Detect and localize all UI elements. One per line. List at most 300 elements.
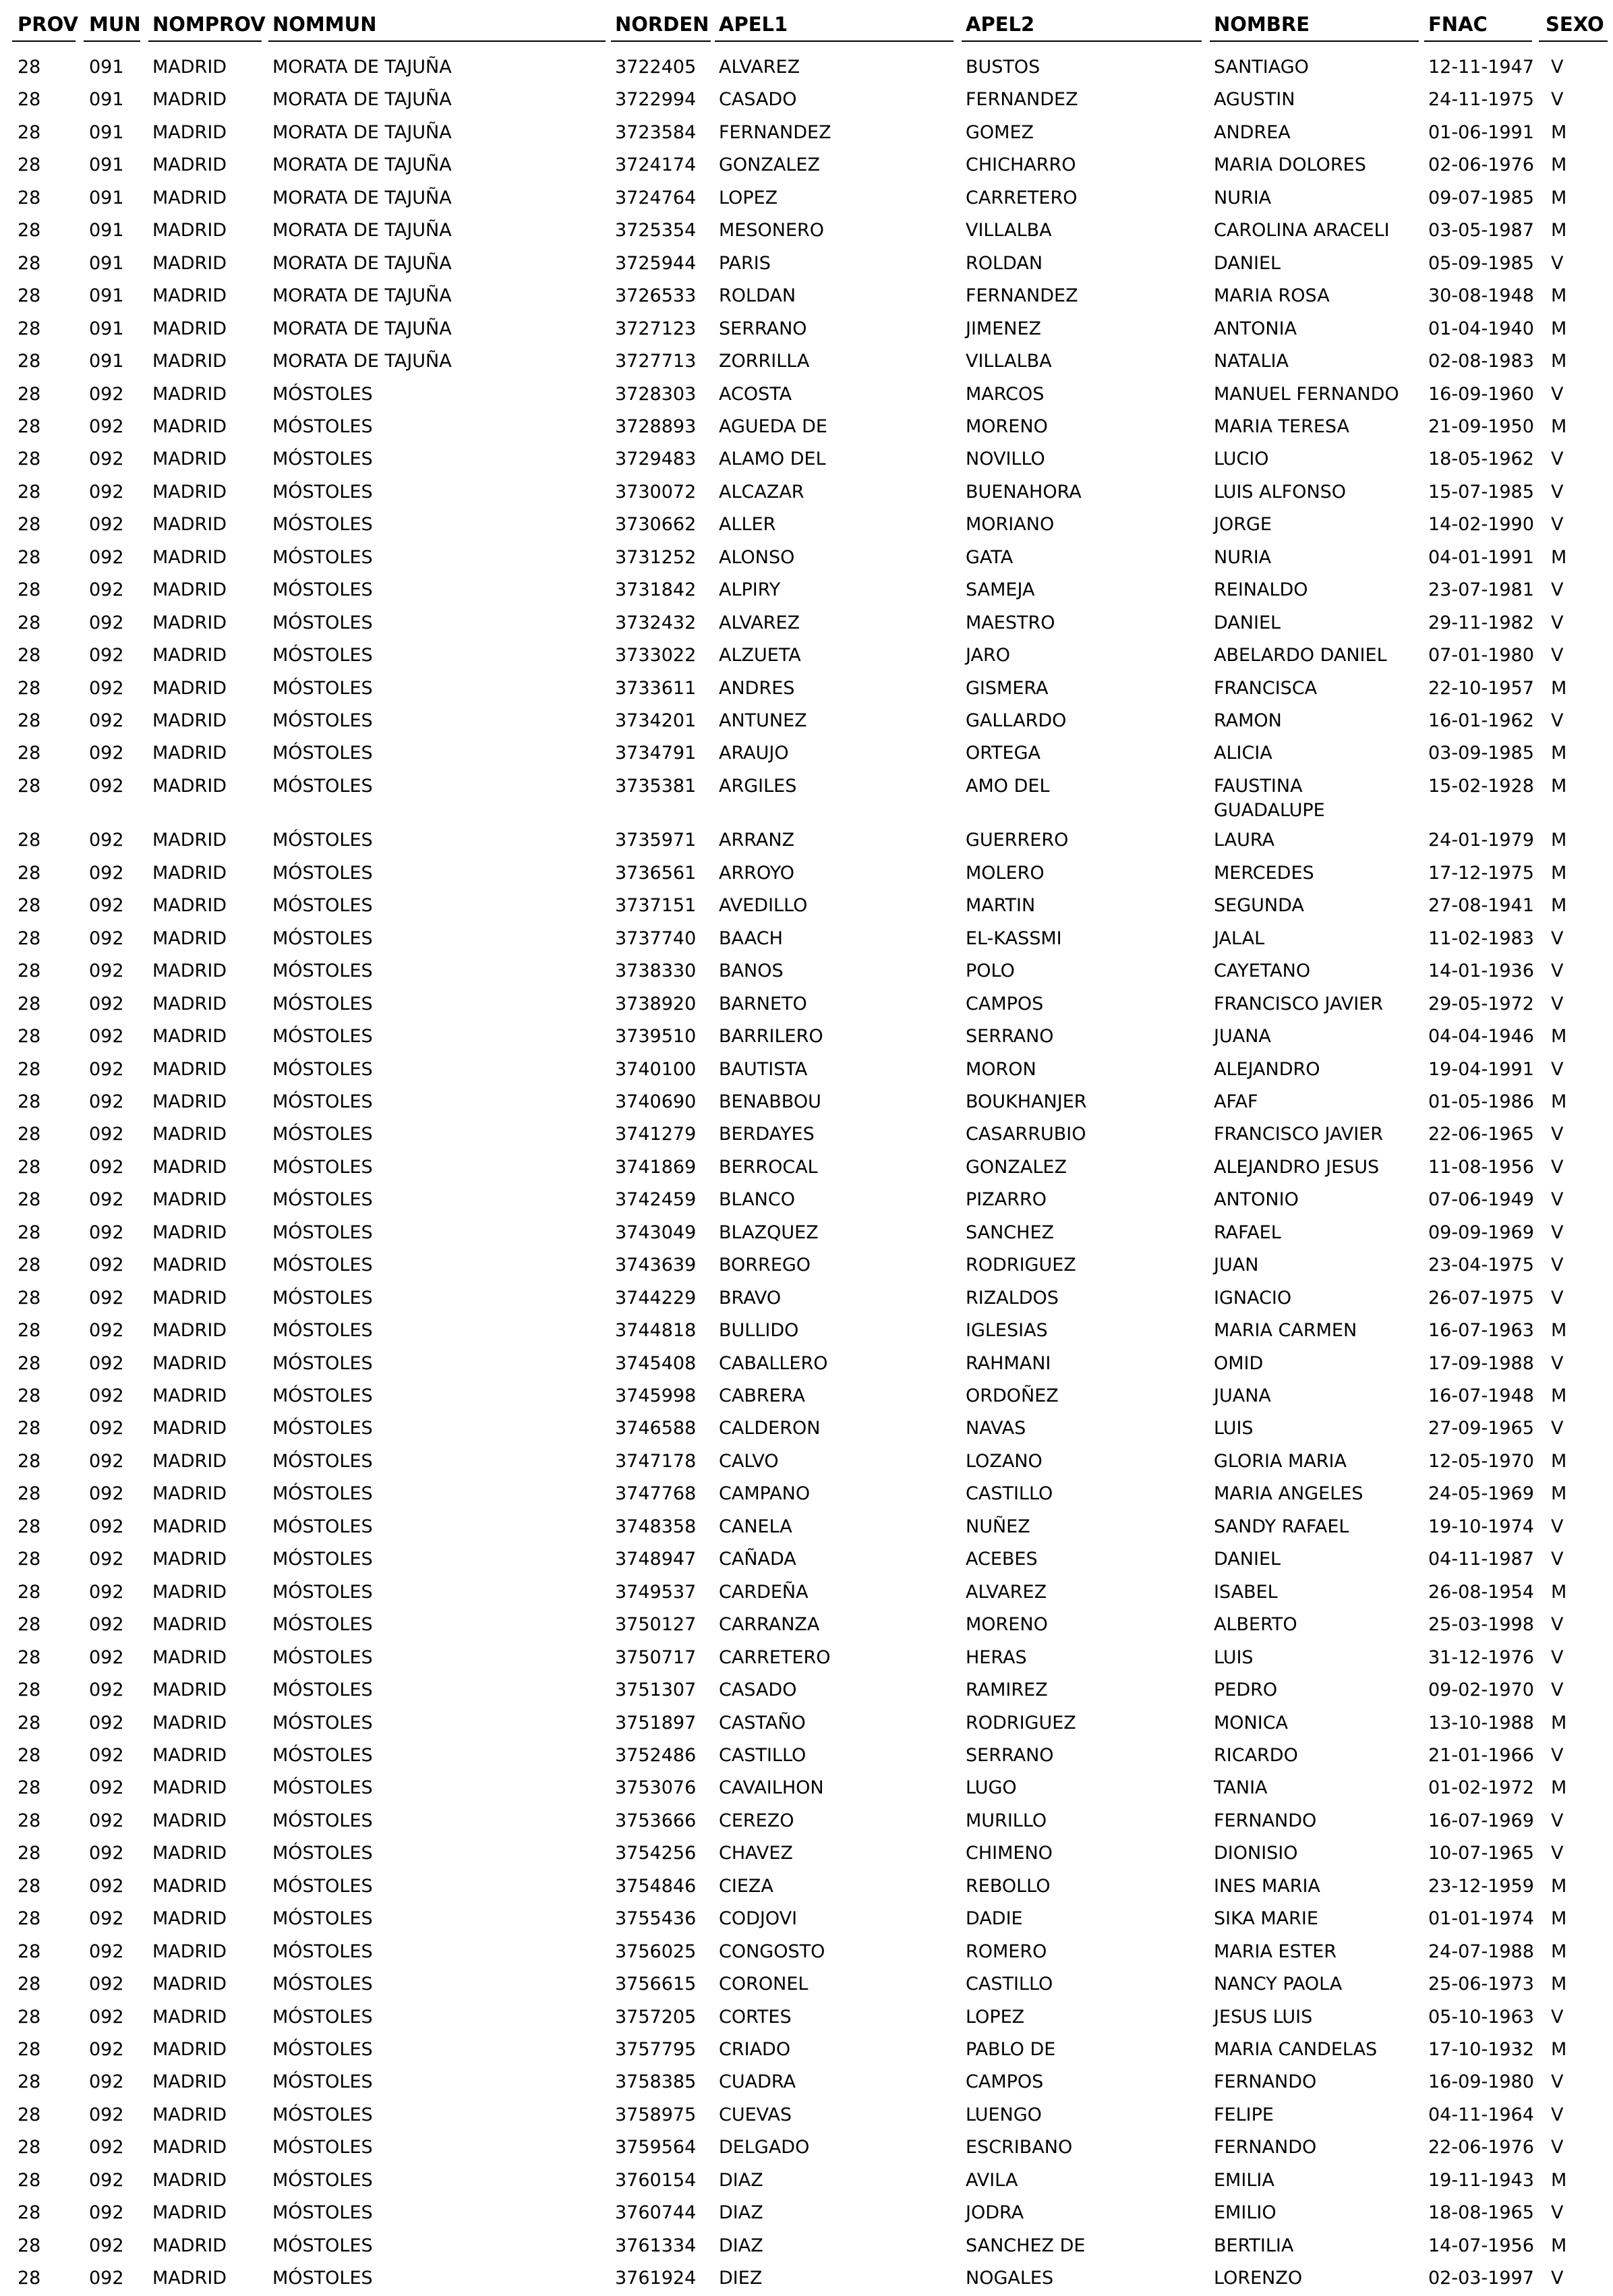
cell-sexo: M [1551, 285, 1567, 307]
cell-apel2: MORENO [966, 1614, 1048, 1636]
cell-apel2: BUSTOS [966, 57, 1040, 78]
cell-nomprov: MADRID [152, 1777, 227, 1799]
cell-mun: 092 [89, 415, 124, 437]
cell-nommun: MÓSTOLES [272, 1974, 373, 1995]
cell-fnac: 26-08-1954 [1428, 1581, 1534, 1603]
cell-nombre: EMILIA [1214, 2169, 1274, 2191]
cell-norden: 3741279 [615, 1124, 697, 1145]
cell-fnac: 15-07-1985 [1428, 481, 1534, 503]
cell-apel2: MOLERO [966, 862, 1045, 884]
cell-mun: 092 [89, 927, 124, 949]
cell-fnac: 07-01-1980 [1428, 645, 1534, 666]
cell-sexo: V [1551, 1810, 1564, 1831]
cell-nombre: FRANCISCO JAVIER [1214, 993, 1383, 1014]
cell-nomprov: MADRID [152, 89, 227, 111]
cell-nommun: MÓSTOLES [272, 2202, 373, 2224]
cell-apel1: BRAVO [719, 1287, 782, 1309]
cell-sexo: V [1551, 1255, 1564, 1276]
column-header-norden: NORDEN [615, 13, 709, 36]
column-underline-apel2 [962, 40, 1202, 42]
cell-nombre: CAROLINA ARACELI [1214, 220, 1390, 241]
cell-fnac: 01-04-1940 [1428, 318, 1534, 339]
cell-nombre: ANTONIO [1214, 1189, 1299, 1211]
cell-nommun: MORATA DE TAJUÑA [272, 220, 452, 241]
cell-nommun: MÓSTOLES [272, 1255, 373, 1276]
cell-norden: 3753666 [615, 1810, 697, 1831]
cell-mun: 092 [89, 1026, 124, 1047]
cell-fnac: 09-07-1985 [1428, 187, 1534, 208]
cell-nombre: DIONISIO [1214, 1843, 1298, 1864]
cell-mun: 092 [89, 1646, 124, 1668]
cell-apel2: CAMPOS [966, 2071, 1044, 2093]
cell-mun: 092 [89, 2202, 124, 2224]
cell-norden: 3734791 [615, 743, 697, 764]
cell-nombre: MANUEL FERNANDO [1214, 383, 1399, 405]
cell-sexo: V [1551, 481, 1564, 503]
cell-mun: 092 [89, 1450, 124, 1472]
cell-nomprov: MADRID [152, 743, 227, 764]
cell-fnac: 02-06-1976 [1428, 154, 1534, 176]
cell-nommun: MÓSTOLES [272, 1941, 373, 1962]
cell-nommun: MÓSTOLES [272, 895, 373, 917]
cell-nommun: MÓSTOLES [272, 775, 373, 797]
cell-fnac: 26-07-1975 [1428, 1287, 1534, 1309]
cell-nommun: MÓSTOLES [272, 546, 373, 568]
cell-nomprov: MADRID [152, 285, 227, 307]
cell-fnac: 23-07-1981 [1428, 579, 1534, 601]
cell-apel2: JARO [966, 645, 1010, 666]
cell-mun: 092 [89, 1091, 124, 1112]
cell-mun: 092 [89, 677, 124, 699]
cell-apel1: CAMPANO [719, 1483, 811, 1505]
cell-norden: 3740690 [615, 1091, 697, 1112]
cell-nomprov: MADRID [152, 1320, 227, 1342]
cell-apel2: RODRIGUEZ [966, 1712, 1076, 1733]
cell-norden: 3749537 [615, 1581, 697, 1603]
cell-apel1: CEREZO [719, 1810, 794, 1831]
cell-nomprov: MADRID [152, 1843, 227, 1864]
cell-fnac: 24-07-1988 [1428, 1941, 1534, 1962]
cell-apel1: CASADO [719, 89, 797, 111]
cell-apel1: CARRANZA [719, 1614, 820, 1636]
cell-norden: 3723584 [615, 121, 697, 143]
column-header-nomprov: NOMPROV [152, 13, 266, 36]
cell-sexo: V [1551, 1189, 1564, 1211]
cell-sexo: V [1551, 710, 1564, 731]
cell-norden: 3757795 [615, 2039, 697, 2060]
cell-fnac: 01-02-1972 [1428, 1777, 1534, 1799]
cell-apel1: FERNANDEZ [719, 121, 831, 143]
cell-mun: 092 [89, 1777, 124, 1799]
cell-norden: 3731842 [615, 579, 697, 601]
cell-apel1: CUEVAS [719, 2104, 792, 2125]
cell-sexo: V [1551, 1614, 1564, 1636]
cell-sexo: M [1551, 351, 1567, 372]
cell-nomprov: MADRID [152, 2268, 227, 2289]
cell-apel1: DELGADO [719, 2137, 810, 2158]
cell-apel2: CAMPOS [966, 993, 1044, 1014]
cell-fnac: 24-05-1969 [1428, 1483, 1534, 1505]
cell-mun: 092 [89, 1124, 124, 1145]
cell-apel2: GATA [966, 546, 1014, 568]
cell-apel2: RAHMANI [966, 1352, 1051, 1374]
cell-sexo: M [1551, 220, 1567, 241]
cell-mun: 092 [89, 1222, 124, 1243]
table-header [0, 0, 1613, 43]
cell-nomprov: MADRID [152, 187, 227, 208]
cell-nombre: NURIA [1214, 187, 1272, 208]
cell-mun: 092 [89, 449, 124, 470]
cell-nombre: LORENZO [1214, 2268, 1303, 2289]
cell-fnac: 23-04-1975 [1428, 1255, 1534, 1276]
cell-nomprov: MADRID [152, 677, 227, 699]
column-underline-norden [611, 40, 711, 42]
cell-nommun: MÓSTOLES [272, 960, 373, 982]
cell-nombre: PEDRO [1214, 1680, 1278, 1701]
cell-apel2: NOVILLO [966, 449, 1045, 470]
cell-nomprov: MADRID [152, 514, 227, 536]
cell-apel1: BARNETO [719, 993, 807, 1014]
cell-nomprov: MADRID [152, 1549, 227, 1570]
cell-apel1: BORREGO [719, 1255, 811, 1276]
cell-nommun: MÓSTOLES [272, 1614, 373, 1636]
cell-apel2: VILLALBA [966, 351, 1052, 372]
cell-norden: 3756025 [615, 1941, 697, 1962]
cell-mun: 092 [89, 2235, 124, 2256]
cell-prov: 28 [18, 1712, 41, 1733]
cell-nombre: ALICIA [1214, 743, 1272, 764]
cell-nomprov: MADRID [152, 1744, 227, 1766]
cell-norden: 3744229 [615, 1287, 697, 1309]
cell-prov: 28 [18, 710, 41, 731]
cell-nomprov: MADRID [152, 1058, 227, 1080]
cell-prov: 28 [18, 2235, 41, 2256]
cell-norden: 3754846 [615, 1875, 697, 1897]
cell-nommun: MÓSTOLES [272, 677, 373, 699]
cell-norden: 3743049 [615, 1222, 697, 1243]
cell-norden: 3733611 [615, 677, 697, 699]
cell-sexo: V [1551, 89, 1564, 111]
cell-fnac: 11-02-1983 [1428, 927, 1534, 949]
cell-apel1: CALVO [719, 1450, 779, 1472]
cell-prov: 28 [18, 318, 41, 339]
cell-nombre: NURIA [1214, 546, 1272, 568]
cell-nomprov: MADRID [152, 1680, 227, 1701]
cell-sexo: V [1551, 449, 1564, 470]
cell-sexo: M [1551, 1483, 1567, 1505]
cell-fnac: 15-02-1928 [1428, 775, 1534, 797]
cell-apel2: LOZANO [966, 1450, 1043, 1472]
cell-sexo: V [1551, 383, 1564, 405]
cell-nommun: MÓSTOLES [272, 1646, 373, 1668]
cell-nommun: MORATA DE TAJUÑA [272, 89, 452, 111]
cell-prov: 28 [18, 1483, 41, 1505]
cell-nombre: FERNANDO [1214, 1810, 1317, 1831]
cell-nomprov: MADRID [152, 993, 227, 1014]
cell-nomprov: MADRID [152, 1614, 227, 1636]
cell-nombre: LUIS [1214, 1418, 1254, 1439]
cell-nommun: MÓSTOLES [272, 612, 373, 633]
cell-prov: 28 [18, 2169, 41, 2191]
cell-fnac: 16-09-1980 [1428, 2071, 1534, 2093]
cell-apel1: SERRANO [719, 318, 807, 339]
cell-sexo: V [1551, 645, 1564, 666]
cell-norden: 3747178 [615, 1450, 697, 1472]
cell-nommun: MÓSTOLES [272, 830, 373, 851]
cell-fnac: 27-08-1941 [1428, 895, 1534, 917]
cell-norden: 3724174 [615, 154, 697, 176]
cell-nomprov: MADRID [152, 1026, 227, 1047]
cell-apel1: PARIS [719, 252, 771, 274]
cell-fnac: 24-11-1975 [1428, 89, 1534, 111]
cell-apel1: ALCAZAR [719, 481, 804, 503]
cell-nomprov: MADRID [152, 830, 227, 851]
cell-nommun: MÓSTOLES [272, 1777, 373, 1799]
cell-nombre: AGUSTIN [1214, 89, 1295, 111]
cell-norden: 3737151 [615, 895, 697, 917]
cell-apel2: ACEBES [966, 1549, 1038, 1570]
cell-mun: 092 [89, 1712, 124, 1733]
cell-prov: 28 [18, 1680, 41, 1701]
cell-apel1: AVEDILLO [719, 895, 808, 917]
column-header-apel1: APEL1 [719, 13, 788, 36]
cell-prov: 28 [18, 612, 41, 633]
cell-nombre: MARIA CARMEN [1214, 1320, 1357, 1342]
cell-mun: 092 [89, 1352, 124, 1374]
cell-nombre: DANIEL [1214, 612, 1281, 633]
cell-nommun: MÓSTOLES [272, 1680, 373, 1701]
cell-apel1: ALZUETA [719, 645, 801, 666]
cell-fnac: 09-09-1969 [1428, 1222, 1534, 1243]
cell-nomprov: MADRID [152, 927, 227, 949]
cell-apel1: BERROCAL [719, 1156, 818, 1178]
cell-nommun: MORATA DE TAJUÑA [272, 252, 452, 274]
cell-fnac: 24-01-1979 [1428, 830, 1534, 851]
cell-apel2: SANCHEZ DE [966, 2235, 1086, 2256]
cell-apel1: AGUEDA DE [719, 415, 827, 437]
cell-norden: 3729483 [615, 449, 697, 470]
cell-mun: 092 [89, 514, 124, 536]
cell-mun: 092 [89, 2039, 124, 2060]
cell-nomprov: MADRID [152, 154, 227, 176]
cell-prov: 28 [18, 154, 41, 176]
cell-nombre: ABELARDO DANIEL [1214, 645, 1387, 666]
cell-nomprov: MADRID [152, 383, 227, 405]
cell-nommun: MORATA DE TAJUÑA [272, 57, 452, 78]
cell-fnac: 01-06-1991 [1428, 121, 1534, 143]
cell-nommun: MORATA DE TAJUÑA [272, 154, 452, 176]
cell-fnac: 05-09-1985 [1428, 252, 1534, 274]
cell-nombre: EMILIO [1214, 2202, 1277, 2224]
cell-prov: 28 [18, 1320, 41, 1342]
cell-fnac: 16-07-1948 [1428, 1385, 1534, 1406]
cell-prov: 28 [18, 2039, 41, 2060]
cell-prov: 28 [18, 1222, 41, 1243]
cell-nommun: MÓSTOLES [272, 1287, 373, 1309]
cell-apel2: SERRANO [966, 1026, 1054, 1047]
cell-nombre: SANTIAGO [1214, 57, 1309, 78]
cell-mun: 092 [89, 1156, 124, 1178]
cell-fnac: 17-09-1988 [1428, 1352, 1534, 1374]
cell-sexo: V [1551, 612, 1564, 633]
cell-nommun: MÓSTOLES [272, 383, 373, 405]
column-underline-nommun [268, 40, 606, 42]
cell-norden: 3760154 [615, 2169, 697, 2191]
cell-norden: 3724764 [615, 187, 697, 208]
cell-nomprov: MADRID [152, 1418, 227, 1439]
cell-apel2: MARTIN [966, 895, 1036, 917]
cell-nombre: NANCY PAOLA [1214, 1974, 1343, 1995]
cell-prov: 28 [18, 252, 41, 274]
cell-nomprov: MADRID [152, 2104, 227, 2125]
cell-apel1: CODJOVI [719, 1908, 798, 1930]
cell-nommun: MÓSTOLES [272, 862, 373, 884]
cell-apel1: ZORRILLA [719, 351, 810, 372]
cell-nommun: MÓSTOLES [272, 2169, 373, 2191]
cell-nommun: MÓSTOLES [272, 927, 373, 949]
cell-nombre: MARIA TERESA [1214, 415, 1350, 437]
cell-mun: 092 [89, 775, 124, 797]
cell-apel2: NAVAS [966, 1418, 1026, 1439]
cell-nomprov: MADRID [152, 1450, 227, 1472]
cell-sexo: M [1551, 1941, 1567, 1962]
cell-prov: 28 [18, 645, 41, 666]
cell-mun: 092 [89, 1483, 124, 1505]
cell-nombre: RAMON [1214, 710, 1282, 731]
cell-nommun: MÓSTOLES [272, 743, 373, 764]
cell-fnac: 09-02-1970 [1428, 1680, 1534, 1701]
cell-apel2: AVILA [966, 2169, 1018, 2191]
cell-norden: 3726533 [615, 285, 697, 307]
cell-apel1: BAUTISTA [719, 1058, 808, 1080]
cell-mun: 092 [89, 895, 124, 917]
cell-nommun: MÓSTOLES [272, 710, 373, 731]
cell-nommun: MÓSTOLES [272, 1581, 373, 1603]
cell-nomprov: MADRID [152, 449, 227, 470]
cell-nommun: MORATA DE TAJUÑA [272, 121, 452, 143]
cell-apel1: ARROYO [719, 862, 795, 884]
cell-apel2: POLO [966, 960, 1015, 982]
cell-apel1: CORTES [719, 2006, 792, 2028]
cell-nommun: MÓSTOLES [272, 2071, 373, 2093]
cell-sexo: M [1551, 743, 1567, 764]
cell-fnac: 12-11-1947 [1428, 57, 1534, 78]
cell-apel1: CASTILLO [719, 1744, 806, 1766]
cell-apel1: ALLER [719, 514, 776, 536]
cell-apel1: CRIADO [719, 2039, 791, 2060]
cell-prov: 28 [18, 1352, 41, 1374]
cell-mun: 091 [89, 285, 124, 307]
cell-fnac: 14-01-1936 [1428, 960, 1534, 982]
cell-fnac: 19-10-1974 [1428, 1516, 1534, 1537]
cell-prov: 28 [18, 1287, 41, 1309]
column-header-mun: MUN [89, 13, 141, 36]
cell-nomprov: MADRID [152, 862, 227, 884]
cell-sexo: V [1551, 1287, 1564, 1309]
cell-sexo: M [1551, 2169, 1567, 2191]
cell-nommun: MÓSTOLES [272, 449, 373, 470]
cell-nomprov: MADRID [152, 1908, 227, 1930]
cell-apel2: NOGALES [966, 2268, 1054, 2289]
cell-sexo: V [1551, 1352, 1564, 1374]
cell-prov: 28 [18, 1875, 41, 1897]
cell-mun: 092 [89, 1908, 124, 1930]
cell-apel2: LUGO [966, 1777, 1017, 1799]
cell-fnac: 16-07-1969 [1428, 1810, 1534, 1831]
cell-norden: 3730662 [615, 514, 697, 536]
cell-sexo: M [1551, 2235, 1567, 2256]
cell-apel1: ARGILES [719, 775, 797, 797]
cell-sexo: V [1551, 2268, 1564, 2289]
column-underline-nombre [1210, 40, 1419, 42]
cell-nomprov: MADRID [152, 1581, 227, 1603]
cell-sexo: M [1551, 1712, 1567, 1733]
cell-apel1: ROLDAN [719, 285, 796, 307]
cell-nombre: MARIA CANDELAS [1214, 2039, 1378, 2060]
cell-sexo: V [1551, 514, 1564, 536]
cell-sexo: V [1551, 252, 1564, 274]
cell-prov: 28 [18, 895, 41, 917]
cell-prov: 28 [18, 187, 41, 208]
cell-apel1: ALONSO [719, 546, 795, 568]
cell-nomprov: MADRID [152, 1974, 227, 1995]
cell-nomprov: MADRID [152, 1483, 227, 1505]
cell-mun: 091 [89, 351, 124, 372]
cell-mun: 092 [89, 960, 124, 982]
cell-nommun: MÓSTOLES [272, 1091, 373, 1112]
cell-mun: 092 [89, 1255, 124, 1276]
cell-norden: 3722994 [615, 89, 697, 111]
cell-sexo: M [1551, 830, 1567, 851]
cell-apel2: GOMEZ [966, 121, 1034, 143]
cell-nomprov: MADRID [152, 1287, 227, 1309]
cell-fnac: 23-12-1959 [1428, 1875, 1534, 1897]
cell-nombre: JUAN [1214, 1255, 1259, 1276]
cell-apel2: ROMERO [966, 1941, 1047, 1962]
cell-fnac: 17-12-1975 [1428, 862, 1534, 884]
cell-nombre: FAUSTINA GUADALUPE [1214, 775, 1325, 821]
cell-apel1: ALPIRY [719, 579, 781, 601]
cell-mun: 092 [89, 1418, 124, 1439]
cell-nombre: SANDY RAFAEL [1214, 1516, 1349, 1537]
cell-nomprov: MADRID [152, 1222, 227, 1243]
cell-apel1: ALAMO DEL [719, 449, 826, 470]
cell-apel2: MARCOS [966, 383, 1045, 405]
cell-fnac: 04-11-1987 [1428, 1549, 1534, 1570]
cell-norden: 3739510 [615, 1026, 697, 1047]
cell-prov: 28 [18, 1091, 41, 1112]
cell-apel1: BLANCO [719, 1189, 795, 1211]
cell-apel2: SANCHEZ [966, 1222, 1055, 1243]
cell-apel1: ALVAREZ [719, 57, 800, 78]
cell-apel2: CASTILLO [966, 1974, 1053, 1995]
cell-apel2: REBOLLO [966, 1875, 1051, 1897]
cell-norden: 3750127 [615, 1614, 697, 1636]
cell-norden: 3735971 [615, 830, 697, 851]
cell-apel2: RIZALDOS [966, 1287, 1059, 1309]
cell-prov: 28 [18, 1156, 41, 1178]
cell-nommun: MÓSTOLES [272, 1744, 373, 1766]
cell-sexo: V [1551, 993, 1564, 1014]
cell-mun: 092 [89, 383, 124, 405]
cell-nommun: MORATA DE TAJUÑA [272, 187, 452, 208]
cell-norden: 3758975 [615, 2104, 697, 2125]
column-header-nombre: NOMBRE [1214, 13, 1310, 36]
cell-apel2: CHIMENO [966, 1843, 1053, 1864]
cell-prov: 28 [18, 677, 41, 699]
cell-mun: 092 [89, 579, 124, 601]
cell-apel1: GONZALEZ [719, 154, 820, 176]
